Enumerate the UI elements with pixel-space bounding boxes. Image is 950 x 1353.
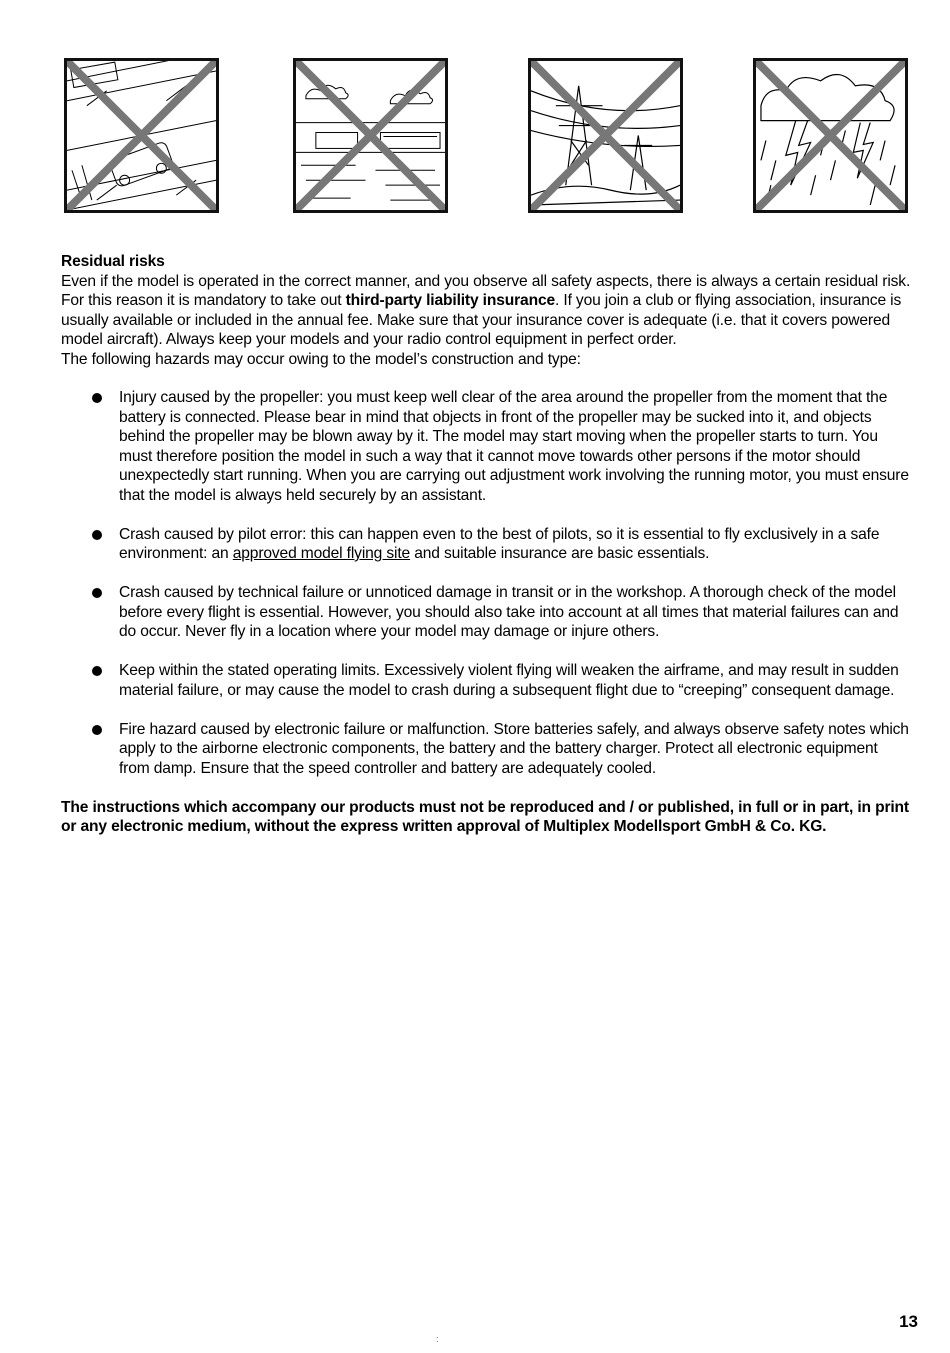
hazard-text: Crash caused by technical failure or unnoticed damage in transit or in the workshop. A thorough check of the model before every flight is essential. However, you should also take into account at all times that material failures can and do occur. Never fly in a location where your model may damage or injure others. xyxy=(119,584,899,640)
hazards-intro: The following hazards may occur owing to the model’s construction and type: xyxy=(61,350,581,368)
intro-paragraph: Even if the model is operated in the correct manner, and you observe all safety aspects, there is always a certain residual risk. xyxy=(61,272,911,290)
hazard-text-start: Crash caused by pilot error: this can happen even to the best of pilots, so it is essential to fly exclusively in a safe environment: an xyxy=(119,525,880,562)
no-power-lines-icon xyxy=(528,58,683,213)
no-railway-icon xyxy=(293,58,448,213)
approved-site-link: approved model flying site xyxy=(232,545,411,562)
insurance-text-start: For this reason it is mandatory to take out xyxy=(61,292,346,309)
bullet-icon xyxy=(92,588,102,598)
section-heading: Residual risks xyxy=(61,253,165,270)
insurance-text-end: . If you join a club or flying association, insurance is usually available or included in the annual fee. Make sure that your insurance cover is adequate (i.e. that it covers powered model aircraft). Always keep your models and your radio control equipment in perfect order. xyxy=(61,292,902,348)
insurance-emphasis: third-party liability insurance xyxy=(345,292,556,309)
no-road-traffic-icon xyxy=(64,58,219,213)
footer-mark: : xyxy=(436,1334,439,1344)
page-number: 13 xyxy=(899,1312,918,1331)
list-item xyxy=(61,661,912,700)
bullet-icon xyxy=(92,666,102,676)
warning-pictograms xyxy=(0,0,950,230)
list-item xyxy=(61,583,912,642)
bullet-icon xyxy=(92,393,102,403)
list-item xyxy=(61,525,912,564)
no-thunderstorm-icon xyxy=(753,58,908,213)
hazard-text-end: and suitable insurance are basic essentials. xyxy=(410,545,710,562)
copyright-notice: The instructions which accompany our products must not be reproduced and / or published, in full or in part, in print or any electronic medium, without the express written approval of Multiplex Modellsport GmbH & Co. KG. xyxy=(61,798,909,835)
insurance-paragraph xyxy=(61,291,912,350)
hazard-text: Fire hazard caused by electronic failure or malfunction. Store batteries safely, and always observe safety notes which apply to the airborne electronic components, the battery and the battery charger. Protect all electronic equipment from damp. Ensure that the speed controller and battery are adequately cooled. xyxy=(119,720,909,777)
hazard-list xyxy=(61,388,912,778)
hazard-text: Keep within the stated operating limits. Excessively violent flying will weaken the airframe, and may result in sudden material failure, or may cause the model to crash during a subsequent flight due to “creeping” consequent damage. xyxy=(119,662,899,699)
list-item xyxy=(61,720,912,779)
list-item xyxy=(61,388,912,505)
residual-risks-section xyxy=(61,252,912,837)
bullet-icon xyxy=(92,725,102,735)
bullet-icon xyxy=(92,530,102,540)
hazard-text: Injury caused by the propeller: you must keep well clear of the area around the propeller from the moment that the battery is connected. Please bear in mind that objects in front of the propeller may be sucked into it, and objects behind the propeller may be blown away by it. The model may start moving when the propeller starts to turn. You must therefore position the model in such a way that it cannot move towards other persons if the motor should unexpectedly start running. When you are carrying out adjustment work involving the running motor, you must ensure that the model is always held securely by an assistant. xyxy=(119,389,909,504)
